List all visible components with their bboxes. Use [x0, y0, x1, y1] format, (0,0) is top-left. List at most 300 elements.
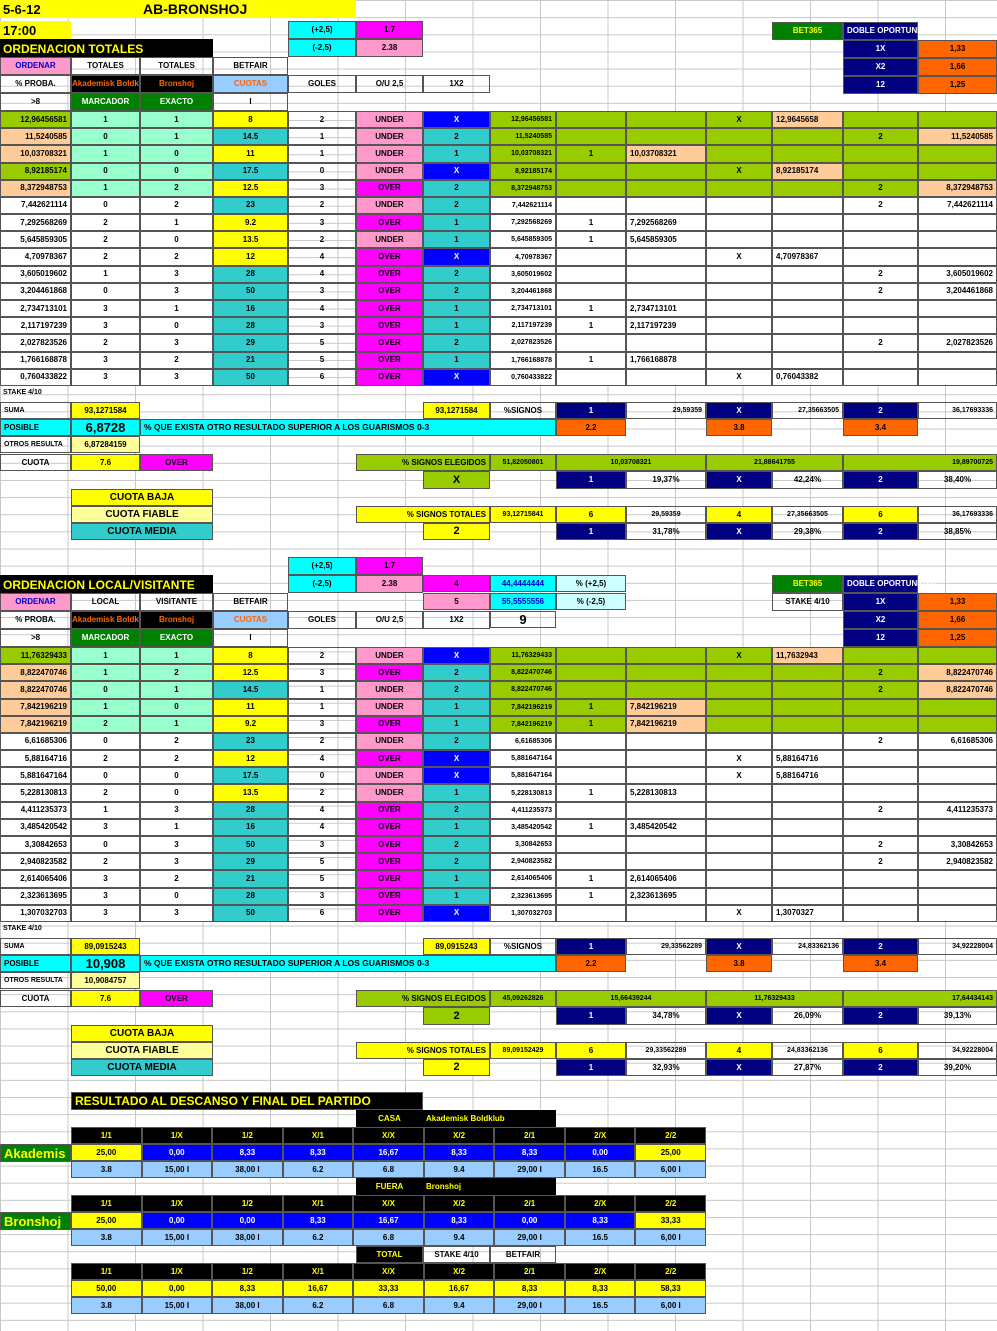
total-goals: 3: [288, 283, 356, 300]
sign1-flag: 1: [556, 716, 626, 733]
away-goals: 0: [140, 888, 213, 905]
betfair-odds: 50: [213, 905, 288, 922]
sign-1x2: 2: [423, 853, 490, 870]
sign-1x2: 2: [423, 266, 490, 283]
htft-head: X/2: [424, 1127, 495, 1144]
sign1-flag: [556, 369, 626, 386]
ordenar-button[interactable]: ORDENAR: [0, 57, 71, 75]
ordenar-button[interactable]: ORDENAR: [0, 593, 71, 611]
over-under: OVER: [356, 870, 423, 887]
home-goals: 0: [71, 128, 140, 145]
prob-copy: 2,117197239: [490, 317, 556, 334]
signos-elegidos-value: 51,82050801: [490, 454, 556, 471]
tot-count-1: 6: [556, 506, 626, 523]
prob-cell: 5,881647164: [0, 767, 71, 784]
signos-totales-value: 93,12715841: [490, 506, 556, 523]
away-goals: 3: [140, 836, 213, 853]
away-goals: 2: [140, 664, 213, 681]
col-header: MARCADOR: [71, 629, 140, 647]
sign2-head: 2: [843, 402, 918, 419]
htft-odds: 16.5: [565, 1229, 636, 1246]
away-goals: 2: [140, 750, 213, 767]
signx-flag: [706, 733, 772, 750]
prob-copy: 4,70978367: [490, 248, 556, 265]
doble-option: 12: [843, 629, 918, 647]
tot-pct-x: 27,87%: [772, 1059, 843, 1076]
away-goals: 3: [140, 283, 213, 300]
htft-head: 2/X: [565, 1195, 636, 1212]
betfair-odds: 14.5: [213, 681, 288, 698]
htft-odds: 15,00 I: [142, 1161, 213, 1178]
away-team-label: Bronshoj: [140, 611, 213, 629]
cuota-value: 7.6: [71, 990, 140, 1007]
htft-pct: 0,00: [142, 1212, 213, 1229]
odds-1: 2.2: [556, 955, 626, 972]
htft-odds: 3.8: [71, 1229, 142, 1246]
home-goals: 1: [71, 266, 140, 283]
over-under: UNDER: [356, 145, 423, 162]
htft-head: X/2: [424, 1195, 495, 1212]
signx-prob: 11,7632943: [772, 647, 843, 664]
htft-head: 2/1: [494, 1263, 565, 1280]
cuota-baja: CUOTA BAJA: [71, 1025, 213, 1042]
prob-copy: 5,645859305: [490, 231, 556, 248]
sign2-flag: [843, 647, 918, 664]
prob-copy: 2,614065406: [490, 870, 556, 887]
tot-sum-x: 24,83362136: [772, 1042, 843, 1059]
pct-minus25: 55,5555556: [490, 593, 556, 610]
signx-flag: [706, 128, 772, 145]
sign2-flag: [843, 819, 918, 836]
home-goals: 1: [71, 664, 140, 681]
signx-prob: [772, 802, 843, 819]
over-under: OVER: [356, 716, 423, 733]
tot-pct-x: 29,38%: [772, 523, 843, 540]
sign2-prob: [918, 647, 997, 664]
sign1-flag: 1: [556, 819, 626, 836]
col-header: >8: [0, 93, 71, 111]
sign1-prob: [626, 180, 706, 197]
elegidos-pct-1: 34,78%: [626, 1007, 706, 1025]
doble-odds: 1,33: [918, 40, 997, 58]
cuota-label: CUOTA: [0, 454, 71, 471]
sign1-head: 1: [556, 523, 626, 540]
signx-prob: [772, 300, 843, 317]
prob-copy: 1,766168878: [490, 352, 556, 369]
signx-prob: [772, 231, 843, 248]
htft-team: Bronshoj: [423, 1178, 556, 1195]
odds-x: 3.8: [706, 955, 772, 972]
cuota-media: CUOTA MEDIA: [71, 523, 213, 540]
home-goals: 0: [71, 733, 140, 750]
sign-1x2: 2: [423, 664, 490, 681]
total-goals: 5: [288, 870, 356, 887]
posible-value: 6,8728: [71, 419, 140, 436]
sign2-flag: [843, 784, 918, 801]
htft-head: 2/X: [565, 1263, 636, 1280]
htft-team-name: Akademis: [0, 1144, 71, 1162]
total-goals: 3: [288, 317, 356, 334]
away-goals: 2: [140, 352, 213, 369]
sign1-flag: 1: [556, 214, 626, 231]
over-under: OVER: [356, 750, 423, 767]
sign1-prob: [626, 647, 706, 664]
signx-flag: X: [706, 163, 772, 180]
doble-option: 1X: [843, 593, 918, 611]
sign2-prob: [918, 905, 997, 922]
htft-head: 1/2: [212, 1127, 283, 1144]
signx-prob: [772, 145, 843, 162]
home-goals: 2: [71, 750, 140, 767]
total-goals: 2: [288, 231, 356, 248]
sign2-prob: 3,605019602: [918, 266, 997, 283]
sign2-flag: [843, 870, 918, 887]
doble-oportunidad-label: DOBLE OPORTUNIDAD: [843, 575, 918, 593]
doble-option: 12: [843, 76, 918, 94]
elegidos-1: 10,03708321: [556, 454, 706, 471]
tot-count-2: 6: [843, 1042, 918, 1059]
htft-head: X/1: [283, 1263, 354, 1280]
over-under: OVER: [356, 248, 423, 265]
htft-odds: 6,00 I: [635, 1297, 706, 1314]
htft-pct: 0,00: [494, 1212, 565, 1229]
signx-prob: [772, 180, 843, 197]
signx-head: X: [706, 1007, 772, 1025]
prob-cell: 2,323613695: [0, 888, 71, 905]
sign2-flag: 2: [843, 283, 918, 300]
home-goals: 3: [71, 352, 140, 369]
sign1-prob: [626, 163, 706, 180]
minus25-label: (-2,5): [288, 575, 356, 593]
home-goals: 0: [71, 283, 140, 300]
plus25-label: (+2,5): [288, 557, 356, 575]
sign2-prob: [918, 248, 997, 265]
signx-prob: [772, 733, 843, 750]
htft-head: 2/1: [494, 1127, 565, 1144]
away-goals: 3: [140, 334, 213, 351]
prob-copy: 3,485420542: [490, 819, 556, 836]
signx-flag: X: [706, 905, 772, 922]
signx-prob: [772, 352, 843, 369]
away-goals: 3: [140, 802, 213, 819]
signx-flag: [706, 266, 772, 283]
doble-odds: 1,25: [918, 76, 997, 94]
betfair-odds: 23: [213, 733, 288, 750]
sign-1x2: 1: [423, 819, 490, 836]
elegidos-pct-x: 26,09%: [772, 1007, 843, 1025]
sign1-prob: 5,228130813: [626, 784, 706, 801]
doble-oportunidad-label: DOBLE OPORTUNIDAD: [843, 22, 918, 40]
over-under: OVER: [356, 802, 423, 819]
sign-1x2: X: [423, 248, 490, 265]
over-under: UNDER: [356, 647, 423, 664]
prob-cell: 2,027823526: [0, 334, 71, 351]
sign2-flag: 2: [843, 733, 918, 750]
plus25-value: 1.7: [356, 21, 423, 39]
signx-prob: [772, 266, 843, 283]
signx-flag: [706, 888, 772, 905]
doble-option: X2: [843, 611, 918, 629]
sign1-prob: [626, 248, 706, 265]
total-goals: 4: [288, 300, 356, 317]
htft-odds: 3.8: [71, 1297, 142, 1314]
htft-odds: 38,00 I: [212, 1229, 283, 1246]
col-header: GOLES: [288, 75, 356, 93]
away-goals: 3: [140, 369, 213, 386]
htft-head: 2/1: [494, 1195, 565, 1212]
sign1-prob: [626, 334, 706, 351]
htft-head: 1/X: [142, 1263, 213, 1280]
away-goals: 3: [140, 905, 213, 922]
htft-odds: 6,00 I: [635, 1229, 706, 1246]
sign2-flag: 2: [843, 266, 918, 283]
sign2-prob: [918, 716, 997, 733]
total-goals: 1: [288, 699, 356, 716]
col-header: >8: [0, 629, 71, 647]
betfair-odds: 50: [213, 836, 288, 853]
htft-odds: 38,00 I: [212, 1297, 283, 1314]
sign1-flag: [556, 905, 626, 922]
sign-1x2: 2: [423, 733, 490, 750]
total-goals: 6: [288, 905, 356, 922]
sign2-prob: [918, 145, 997, 162]
away-goals: 1: [140, 819, 213, 836]
over-under: OVER: [356, 214, 423, 231]
col-header: EXACTO: [140, 629, 213, 647]
sign1-flag: 1: [556, 145, 626, 162]
prob-copy: 2,323613695: [490, 888, 556, 905]
suma-value-2: 93,1271584: [423, 402, 490, 419]
home-team-label: Akademisk Boldk: [71, 611, 140, 629]
htft-total-pct: 58,33: [635, 1280, 706, 1297]
home-goals: 0: [71, 767, 140, 784]
totales-sign: 2: [423, 523, 490, 540]
total-goals: 3: [288, 180, 356, 197]
home-goals: 2: [71, 784, 140, 801]
sign2-flag: 2: [843, 180, 918, 197]
signx-head: X: [706, 938, 772, 955]
col-header: GOLES: [288, 611, 356, 629]
betfair-odds: 13.5: [213, 231, 288, 248]
sign-1x2: X: [423, 767, 490, 784]
prob-cell: 10,03708321: [0, 145, 71, 162]
htft-head: 1/1: [71, 1263, 142, 1280]
sign2-prob: [918, 750, 997, 767]
total-goals: 1: [288, 128, 356, 145]
total-goals: 4: [288, 750, 356, 767]
sign-1x2: 1: [423, 231, 490, 248]
doble-odds: 1,33: [918, 593, 997, 611]
tot-pct-1: 31,78%: [626, 523, 706, 540]
total-goals: 4: [288, 248, 356, 265]
sign1-prob: [626, 767, 706, 784]
sign1-prob: 2,323613695: [626, 888, 706, 905]
prob-copy: 12,96456581: [490, 111, 556, 128]
away-goals: 3: [140, 266, 213, 283]
signx-prob: 1,3070327: [772, 905, 843, 922]
sign1-prob: [626, 266, 706, 283]
stake-label: STAKE 4/10: [3, 389, 42, 396]
elegidos-pct-x: 42,24%: [772, 471, 843, 489]
signx-prob: [772, 214, 843, 231]
over-under: OVER: [356, 300, 423, 317]
signx-head: X: [706, 1059, 772, 1076]
match-date: 5-6-12: [0, 0, 140, 18]
htft-total-pct: 16,67: [424, 1280, 495, 1297]
sign-1x2: 2: [423, 180, 490, 197]
sign2-prob: 8,372948753: [918, 180, 997, 197]
signx-flag: [706, 664, 772, 681]
htft-head: X/X: [353, 1127, 424, 1144]
sign1-prob: [626, 369, 706, 386]
cuota-value: 7.6: [71, 454, 140, 471]
sign1-flag: [556, 163, 626, 180]
sign2-prob: [918, 111, 997, 128]
away-goals: 1: [140, 647, 213, 664]
betfair-odds: 21: [213, 870, 288, 887]
sign2-sum: 36,17693336: [918, 402, 997, 419]
signx-flag: [706, 699, 772, 716]
htft-subtitle: FUERA: [356, 1178, 423, 1195]
sign-1x2: 1: [423, 317, 490, 334]
sign1-prob: [626, 283, 706, 300]
htft-odds: 6.2: [283, 1161, 354, 1178]
home-goals: 3: [71, 369, 140, 386]
betfair-odds: 50: [213, 283, 288, 300]
sign2-flag: [843, 716, 918, 733]
away-goals: 0: [140, 767, 213, 784]
prob-cell: 12,96456581: [0, 111, 71, 128]
sign2-flag: 2: [843, 664, 918, 681]
signx-prob: [772, 681, 843, 698]
over-under: OVER: [356, 283, 423, 300]
over-under: UNDER: [356, 699, 423, 716]
total-goals: 2: [288, 111, 356, 128]
tot-sum-x: 27,35663505: [772, 506, 843, 523]
htft-odds: 6.8: [353, 1297, 424, 1314]
tot-pct-2: 38,85%: [918, 523, 997, 540]
col-header: 1X2: [423, 75, 490, 93]
sign2-flag: [843, 231, 918, 248]
signx-prob: [772, 853, 843, 870]
home-goals: 3: [71, 317, 140, 334]
sign2-prob: 11,5240585: [918, 128, 997, 145]
doble-odds: 1,66: [918, 611, 997, 629]
signx-head: X: [706, 471, 772, 489]
doble-option: X2: [843, 58, 918, 76]
odds-2: 3.4: [843, 419, 918, 436]
sign2-flag: [843, 317, 918, 334]
betfair-odds: 12: [213, 750, 288, 767]
odds-2: 3.4: [843, 955, 918, 972]
htft-head: 2/2: [635, 1195, 706, 1212]
htft-pct: 0,00: [565, 1144, 636, 1161]
prob-cell: 7,442621114: [0, 197, 71, 214]
sign2-flag: [843, 111, 918, 128]
betfair-odds: 28: [213, 317, 288, 334]
sign2-flag: [843, 369, 918, 386]
total-goals: 2: [288, 784, 356, 801]
htft-total-pct: 0,00: [142, 1280, 213, 1297]
sign2-sum: 34,92228004: [918, 938, 997, 955]
sign2-prob: 2,027823526: [918, 334, 997, 351]
home-goals: 2: [71, 716, 140, 733]
prob-copy: 3,605019602: [490, 266, 556, 283]
betfair-odds: 8: [213, 111, 288, 128]
sign1-head: 1: [556, 471, 626, 489]
sign2-prob: 3,204461868: [918, 283, 997, 300]
signos-totales-label: % SIGNOS TOTALES: [356, 1042, 490, 1059]
sign1-prob: [626, 750, 706, 767]
away-goals: 0: [140, 699, 213, 716]
home-goals: 0: [71, 163, 140, 180]
signx-prob: 0,76043382: [772, 369, 843, 386]
home-goals: 3: [71, 300, 140, 317]
htft-pct: 16,67: [353, 1212, 424, 1229]
away-goals: 2: [140, 197, 213, 214]
col-header: BETFAIR: [213, 593, 288, 611]
away-goals: 0: [140, 317, 213, 334]
prob-cell: 5,645859305: [0, 231, 71, 248]
htft-pct: 25,00: [71, 1212, 142, 1229]
signx-flag: [706, 819, 772, 836]
sign1-flag: [556, 733, 626, 750]
minus25-value: 2.38: [356, 39, 423, 57]
signx-flag: [706, 231, 772, 248]
cuota-label: CUOTA: [0, 990, 71, 1007]
sign2-prob: [918, 317, 997, 334]
total-goals: 5: [288, 853, 356, 870]
signx-flag: X: [706, 369, 772, 386]
home-goals: 2: [71, 231, 140, 248]
prob-copy: 8,372948753: [490, 180, 556, 197]
betfair-odds: 12.5: [213, 180, 288, 197]
sign2-prob: [918, 369, 997, 386]
signx-prob: [772, 870, 843, 887]
prob-cell: 5,228130813: [0, 784, 71, 801]
pct-plus25: 44,4444444: [490, 575, 556, 592]
sign2-flag: [843, 750, 918, 767]
sign1-head: 1: [556, 402, 626, 419]
elegidos-2: 19,89700725: [843, 454, 997, 471]
tot-sum-2: 34,92228004: [918, 1042, 997, 1059]
htft-pct: 8,33: [494, 1144, 565, 1161]
match-time: 17:00: [0, 21, 71, 39]
home-goals: 2: [71, 214, 140, 231]
htft-pct: 8,33: [283, 1144, 354, 1161]
signos-elegidos-value: 45,09262826: [490, 990, 556, 1007]
home-goals: 3: [71, 819, 140, 836]
prob-copy: 2,734713101: [490, 300, 556, 317]
htft-head: 2/X: [565, 1127, 636, 1144]
prob-cell: 1,766168878: [0, 352, 71, 369]
section-title: ORDENACION TOTALES: [0, 39, 213, 58]
otros-label: OTROS RESULTA: [0, 436, 71, 453]
htft-head: X/X: [353, 1263, 424, 1280]
sign-1x2: X: [423, 750, 490, 767]
sign1-flag: [556, 283, 626, 300]
sign1-flag: [556, 647, 626, 664]
doble-option: 1X: [843, 40, 918, 58]
col-header: O/U 2,5: [356, 611, 423, 629]
sign2-prob: [918, 231, 997, 248]
htft-head: 1/2: [212, 1263, 283, 1280]
sign-1x2: 2: [423, 197, 490, 214]
sign2-flag: [843, 888, 918, 905]
col-header: MARCADOR: [71, 93, 140, 111]
total-goals: 0: [288, 163, 356, 180]
away-goals: 0: [140, 145, 213, 162]
